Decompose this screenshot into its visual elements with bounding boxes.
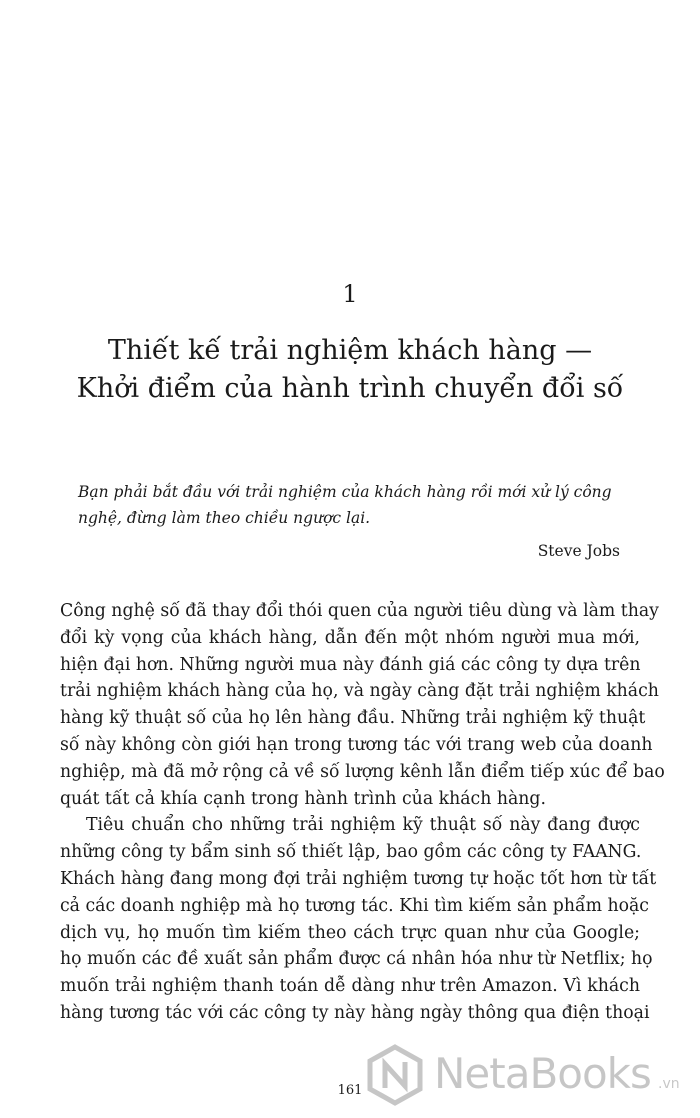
chapter-title-line: Thiết kế trải nghiệm khách hàng —	[107, 335, 593, 366]
body-line: nghiệp, mà đã mở rộng cả về số lượng kênh lẫn điểm tiếp xúc để bao	[60, 761, 665, 782]
body-text	[60, 598, 665, 1027]
chapter-number: 1	[342, 280, 358, 308]
body-line: dịch vụ, họ muốn tìm kiếm theo cách trực quan như của Google;	[60, 922, 640, 943]
page-number: 161	[337, 1083, 363, 1098]
body-line: những công ty bẩm sinh số thiết lập, bao gồm các công ty FAANG.	[60, 842, 642, 863]
body-line: họ muốn các đề xuất sản phẩm được cá nhân hóa như từ Netflix; họ	[60, 949, 653, 970]
watermark-brand: NetaBooks	[434, 1049, 651, 1098]
epigraph-quote	[78, 479, 623, 531]
watermark-suffix: .vn	[658, 1076, 680, 1092]
watermark	[360, 1040, 695, 1110]
body-line: số này không còn giới hạn trong tương tác với trang web của doanh	[60, 734, 653, 755]
body-line: đổi kỳ vọng của khách hàng, dẫn đến một nhóm người mua mới,	[60, 627, 640, 648]
body-line: Tiêu chuẩn cho những trải nghiệm kỹ thuật số này đang được	[86, 815, 640, 836]
body-line: hiện đại hơn. Những người mua này đánh giá các công ty dựa trên	[60, 654, 641, 675]
netabooks-logo-icon	[364, 1044, 426, 1110]
body-line: Công nghệ số đã thay đổi thói quen của người tiêu dùng và làm thay	[60, 601, 659, 621]
chapter-title-line: Khởi điểm của hành trình chuyển đổi số	[76, 373, 624, 404]
chapter-title	[0, 332, 700, 408]
epigraph-line: Bạn phải bắt đầu với trải nghiệm của khách hàng rồi mới xử lý công	[78, 483, 612, 501]
epigraph-attribution: Steve Jobs	[537, 542, 620, 560]
body-line: trải nghiệm khách hàng của họ, và ngày càng đặt trải nghiệm khách	[60, 681, 659, 702]
epigraph-line: nghệ, đừng làm theo chiều ngược lại.	[78, 509, 371, 527]
body-line: quát tất cả khía cạnh trong hành trình của khách hàng.	[60, 788, 546, 809]
body-line: Khách hàng đang mong đợi trải nghiệm tương tự hoặc tốt hơn từ tất	[60, 868, 657, 889]
body-line: hàng kỹ thuật số của họ lên hàng đầu. Những trải nghiệm kỹ thuật	[60, 708, 646, 729]
body-line: cả các doanh nghiệp mà họ tương tác. Khi tìm kiếm sản phẩm hoặc	[60, 895, 649, 916]
body-line: muốn trải nghiệm thanh toán dễ dàng như trên Amazon. Vì khách	[60, 976, 640, 997]
body-line: hàng tương tác với các công ty này hàng ngày thông qua điện thoại	[60, 1002, 650, 1023]
